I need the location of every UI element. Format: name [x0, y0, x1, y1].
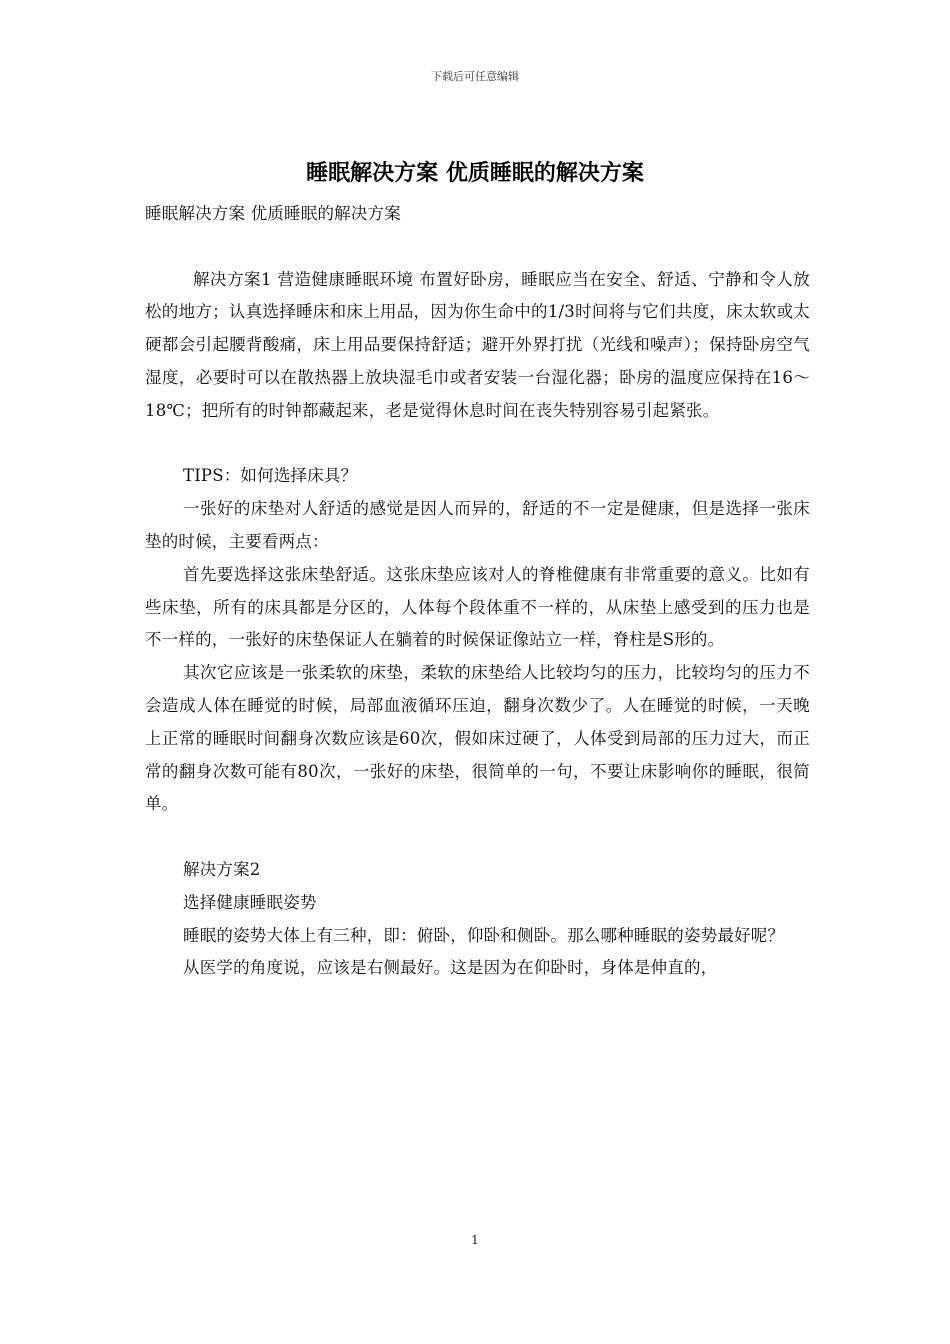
blank-line [145, 231, 810, 264]
solution-2-heading: 解决方案2 [183, 859, 261, 879]
paragraph-medical-view: 从医学的角度说，应该是右侧最好。这是因为在仰卧时，身体是伸直的， [183, 958, 718, 978]
solution-2-subheading: 选择健康睡眠姿势 [183, 892, 317, 912]
paragraph-mattress-intro: 一张好的床垫对人舒适的感觉是因人而异的，舒适的不一定是健康，但是选择一张床垫的时候，主要看两点： [145, 499, 810, 551]
paragraph-solution-1: 解决方案1 营造健康睡眠环境 布置好卧房，睡眠应当在安全、舒适、宁静和令人放松的地方；认真选择睡床和床上用品，因为你生命中的1/3时间将与它们共度，床太软或太硬都会引起腰背酸痛，床上用品要保持舒适；避开外界打扰（光线和噪声）；保持卧房空气湿度，必要时可以在散热器上放块湿毛巾或者安装一台湿化器；卧房的温度应保持在16～18℃；把所有的时钟都藏起来，老是觉得休息时间在丧失特别容易引起紧张。 [145, 269, 810, 420]
blank-line [145, 821, 810, 854]
paragraph-mattress-softness: 其次它应该是一张柔软的床垫，柔软的床垫给人比较均匀的压力，比较均匀的压力不会造成人体在睡觉的时候，局部血液循环压迫，翻身次数少了。人在睡觉的时候，一天晚上正常的睡眠时间翻身次数应该是60次，假如床过硬了，人体受到局部的压力过大，而正常的翻身次数可能有80次，一张好的床垫，很简单的一句，不要让床影响你的睡眠，很简单。 [145, 663, 810, 814]
blank-line [145, 428, 810, 461]
tips-heading: TIPS：如何选择床具？ [183, 466, 358, 486]
paragraph-sleep-postures: 睡眠的姿势大体上有三种，即：俯卧，仰卧和侧卧。那么哪种睡眠的姿势最好呢？ [183, 925, 785, 945]
document-subtitle: 睡眠解决方案 优质睡眠的解决方案 [145, 204, 401, 223]
document-title: 睡眠解决方案 优质睡眠的解决方案 [306, 161, 644, 186]
header-note: 下载后可任意编辑 [431, 70, 519, 83]
document-body [145, 198, 810, 985]
page-number: 1 [471, 1233, 479, 1247]
paragraph-mattress-comfort: 首先要选择这张床垫舒适。这张床垫应该对人的脊椎健康有非常重要的意义。比如有些床垫，所有的床具都是分区的，人体每个段体重不一样的，从床垫上感受到的压力也是不一样的，一张好的床垫保证人在躺着的时候保证像站立一样，脊柱是S形的。 [145, 564, 810, 650]
